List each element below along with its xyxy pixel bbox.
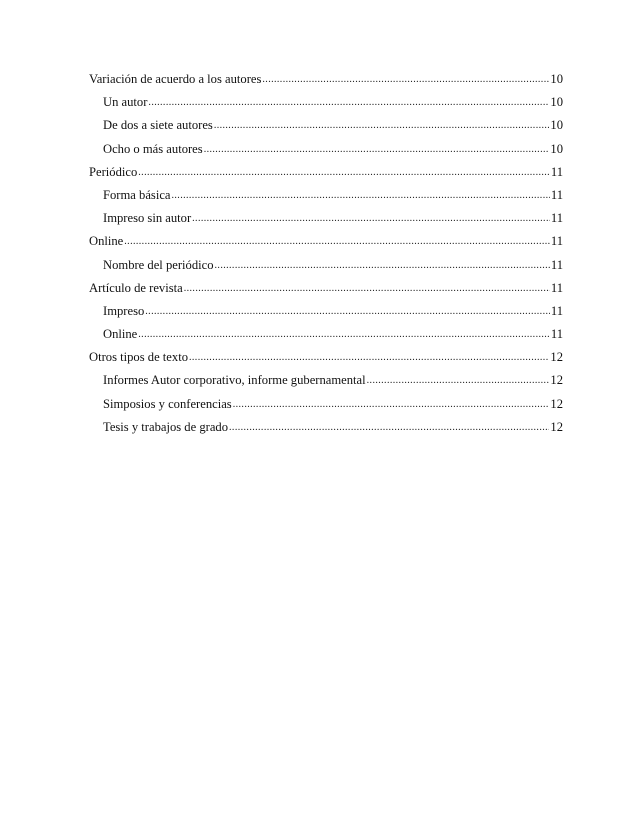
toc-entry-title: Nombre del periódico — [103, 257, 214, 272]
toc-entry-page: 11 — [550, 187, 563, 202]
toc-entry-title: Online — [89, 234, 124, 249]
toc-entry-dos-a-siete-autores[interactable] — [89, 117, 563, 140]
toc-entry-title: Simposios y conferencias — [103, 396, 232, 411]
toc-entry-page: 12 — [550, 396, 563, 411]
toc-entry-page: 11 — [550, 280, 563, 295]
toc-entry-periodico[interactable] — [89, 164, 563, 187]
toc-entry-page: 12 — [550, 419, 563, 434]
toc-dot-leader — [229, 418, 549, 436]
toc-entry-online-revista[interactable] — [89, 326, 563, 349]
toc-entry-tesis-trabajos-grado[interactable] — [89, 419, 563, 442]
toc-entry-otros-tipos-texto[interactable] — [89, 349, 563, 372]
toc-entry-title: Online — [103, 327, 138, 342]
toc-dot-leader — [184, 279, 550, 297]
toc-entry-title: De dos a siete autores — [103, 118, 213, 133]
toc-entry-page: 11 — [550, 257, 563, 272]
toc-entry-page: 12 — [550, 350, 563, 365]
toc-entry-title: Impreso sin autor — [103, 211, 192, 226]
toc-entry-title: Forma básica — [103, 187, 171, 202]
toc-entry-simposios-conferencias[interactable] — [89, 396, 563, 419]
toc-entry-page: 11 — [550, 303, 563, 318]
toc-entry-articulo-revista[interactable] — [89, 280, 563, 303]
toc-dot-leader — [192, 209, 550, 227]
toc-entry-title: Otros tipos de texto — [89, 350, 188, 365]
toc-dot-leader — [189, 348, 549, 366]
toc-entry-page: 11 — [550, 327, 563, 342]
toc-entry-forma-basica[interactable] — [89, 187, 563, 210]
toc-dot-leader — [367, 371, 550, 389]
toc-entry-informes[interactable] — [89, 372, 563, 395]
table-of-contents — [89, 71, 563, 442]
toc-entry-page: 10 — [550, 141, 563, 156]
toc-dot-leader — [124, 232, 550, 250]
toc-entry-page: 11 — [550, 164, 563, 179]
toc-entry-page: 10 — [550, 118, 563, 133]
toc-entry-page: 10 — [550, 72, 563, 86]
toc-dot-leader — [214, 116, 550, 134]
toc-dot-leader — [172, 186, 550, 204]
toc-entry-title: Informes Autor corporativo, informe gubernamental — [103, 373, 366, 388]
toc-entry-un-autor[interactable] — [89, 94, 563, 117]
toc-entry-impreso-sin-autor[interactable] — [89, 210, 563, 233]
toc-entry-variacion-autores[interactable] — [89, 71, 563, 94]
toc-entry-title: Impreso — [103, 303, 145, 318]
toc-entry-page: 12 — [550, 373, 563, 388]
toc-dot-leader — [233, 395, 550, 413]
toc-dot-leader — [145, 302, 550, 320]
toc-entry-nombre-periodico[interactable] — [89, 257, 563, 280]
toc-dot-leader — [148, 93, 549, 111]
toc-dot-leader — [138, 163, 550, 181]
toc-entry-page: 11 — [550, 211, 563, 226]
toc-dot-leader — [215, 256, 550, 274]
toc-entry-page: 11 — [550, 234, 563, 249]
toc-entry-title: Tesis y trabajos de grado — [103, 419, 229, 434]
toc-dot-leader — [204, 140, 550, 158]
toc-entry-ocho-o-mas-autores[interactable] — [89, 141, 563, 164]
toc-entry-impreso[interactable] — [89, 303, 563, 326]
toc-dot-leader — [262, 70, 549, 88]
toc-dot-leader — [138, 325, 550, 343]
toc-entry-online[interactable] — [89, 233, 563, 256]
toc-entry-page: 10 — [550, 95, 563, 110]
toc-entry-title: Ocho o más autores — [103, 141, 203, 156]
toc-entry-title: Un autor — [103, 95, 148, 110]
toc-entry-title: Periódico — [89, 164, 138, 179]
toc-entry-title: Artículo de revista — [89, 280, 183, 295]
toc-entry-title: Variación de acuerdo a los autores — [89, 72, 262, 86]
